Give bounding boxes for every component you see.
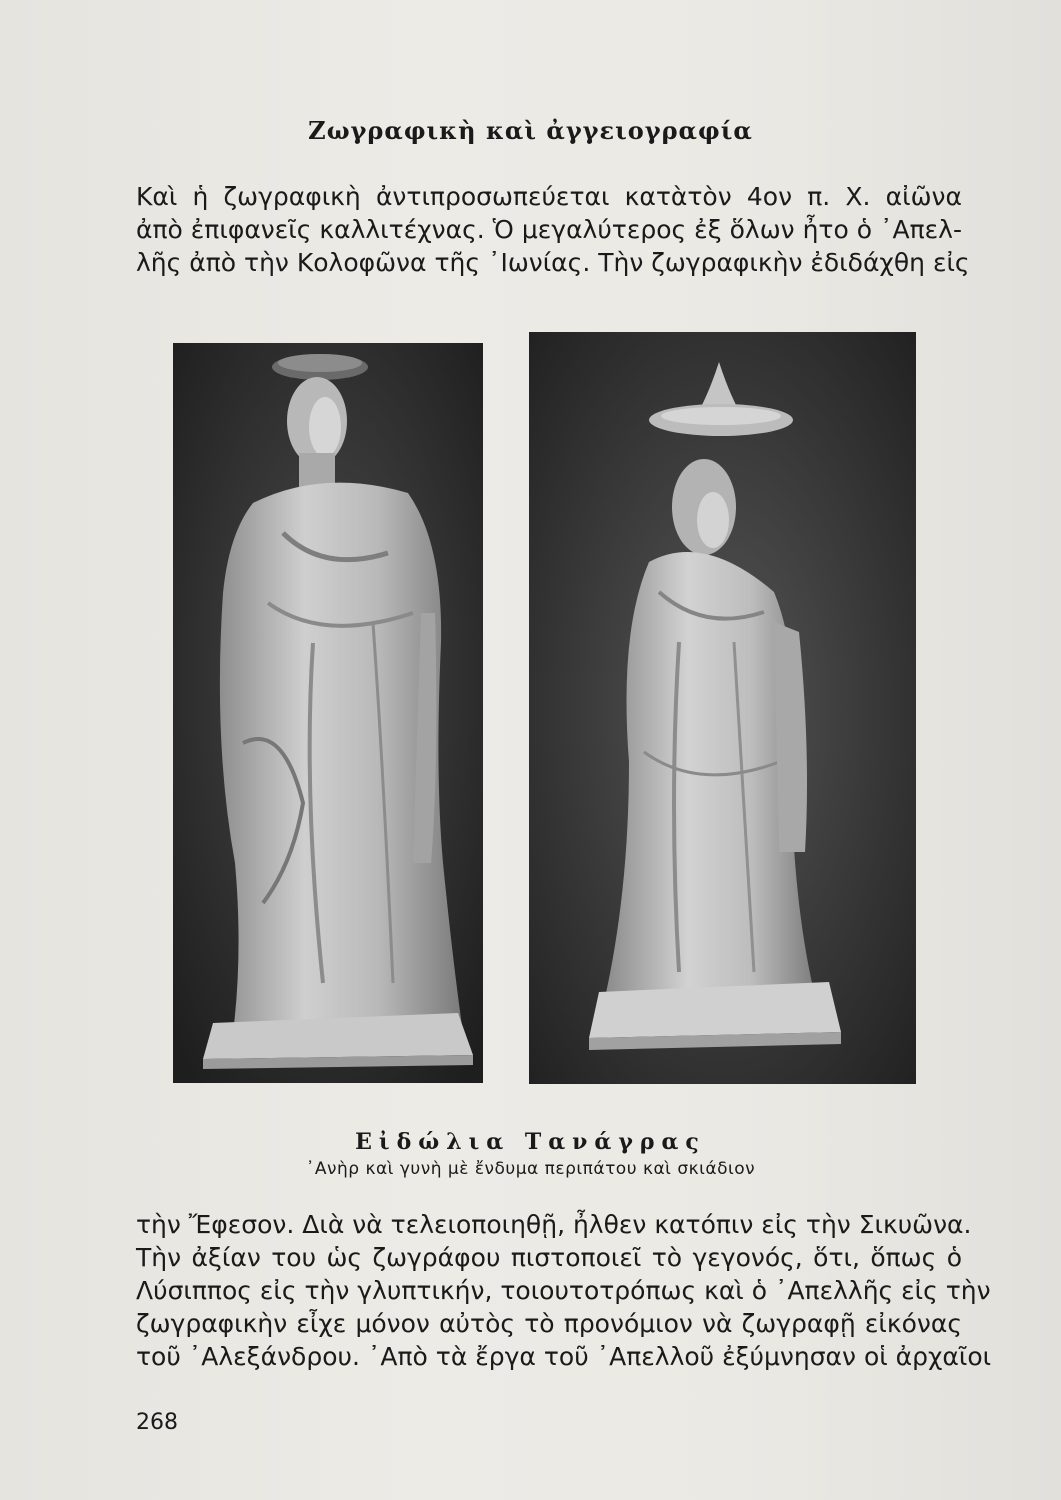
paragraph-line: τὴν Ἔφεσον. Διὰ νὰ τελειοποιηθῇ, ἦλθεν κατόπιν εἰς τὴν Σικυῶνα. [136, 1210, 972, 1239]
figurine-man-image [173, 343, 483, 1083]
figurine-photo-woman [529, 332, 916, 1084]
paragraph-line: ἀπὸ ἐπιφανεῖς καλλιτέχνας. Ὁ μεγαλύτερος ἐξ ὅλων ἦτο ὁ ᾿Απελ- [136, 215, 962, 244]
page-number: 268 [136, 1410, 178, 1435]
paragraph-line: Καὶ ἡ ζωγραφικὴ ἀντιπροσωπεύεται κατὰτὸν 4ον π. Χ. αἰῶνα [136, 182, 962, 211]
paragraph-bottom [136, 1208, 992, 1373]
paragraph-top [136, 180, 970, 279]
paragraph-line: ζωγραφικὴν εἶχε μόνον αὐτὸς τὸ προνόμιον νὰ ζωγραφῇ εἰκόνας [136, 1309, 962, 1338]
paragraph-line: λῆς ἀπὸ τὴν Κολοφῶνα τῆς ᾿Ιωνίας. Τὴν ζωγραφικὴν ἐδιδάχθη εἰς [136, 248, 970, 277]
section-heading: Ζωγραφικὴ καὶ ἀγγειογραφία [308, 116, 753, 145]
figurine-woman-image [529, 332, 916, 1084]
figurine-photo-man [173, 343, 483, 1083]
paragraph-line: Τὴν ἀξίαν του ὡς ζωγράφου πιστοποιεῖ τὸ γεγονός, ὅτι, ὅπως ὁ [136, 1243, 962, 1272]
paragraph-line: τοῦ ᾿Αλεξάνδρου. ᾿Απὸ τὰ ἔργα τοῦ ᾿Απελλοῦ ἐξύμνησαν οἱ ἀρχαῖοι [136, 1342, 992, 1371]
paragraph-line: Λύσιππος εἰς τὴν γλυπτικήν, τοιουτοτρόπως καὶ ὁ ᾿Απελλῆς εἰς τὴν [136, 1276, 991, 1305]
figure-caption-subtitle: ᾿Ανὴρ καὶ γυνὴ μὲ ἔνδυμα περιπάτου καὶ σκιάδιον [305, 1159, 756, 1179]
figure-caption-title: Εἰδώλια Τανάγρας [355, 1129, 706, 1155]
